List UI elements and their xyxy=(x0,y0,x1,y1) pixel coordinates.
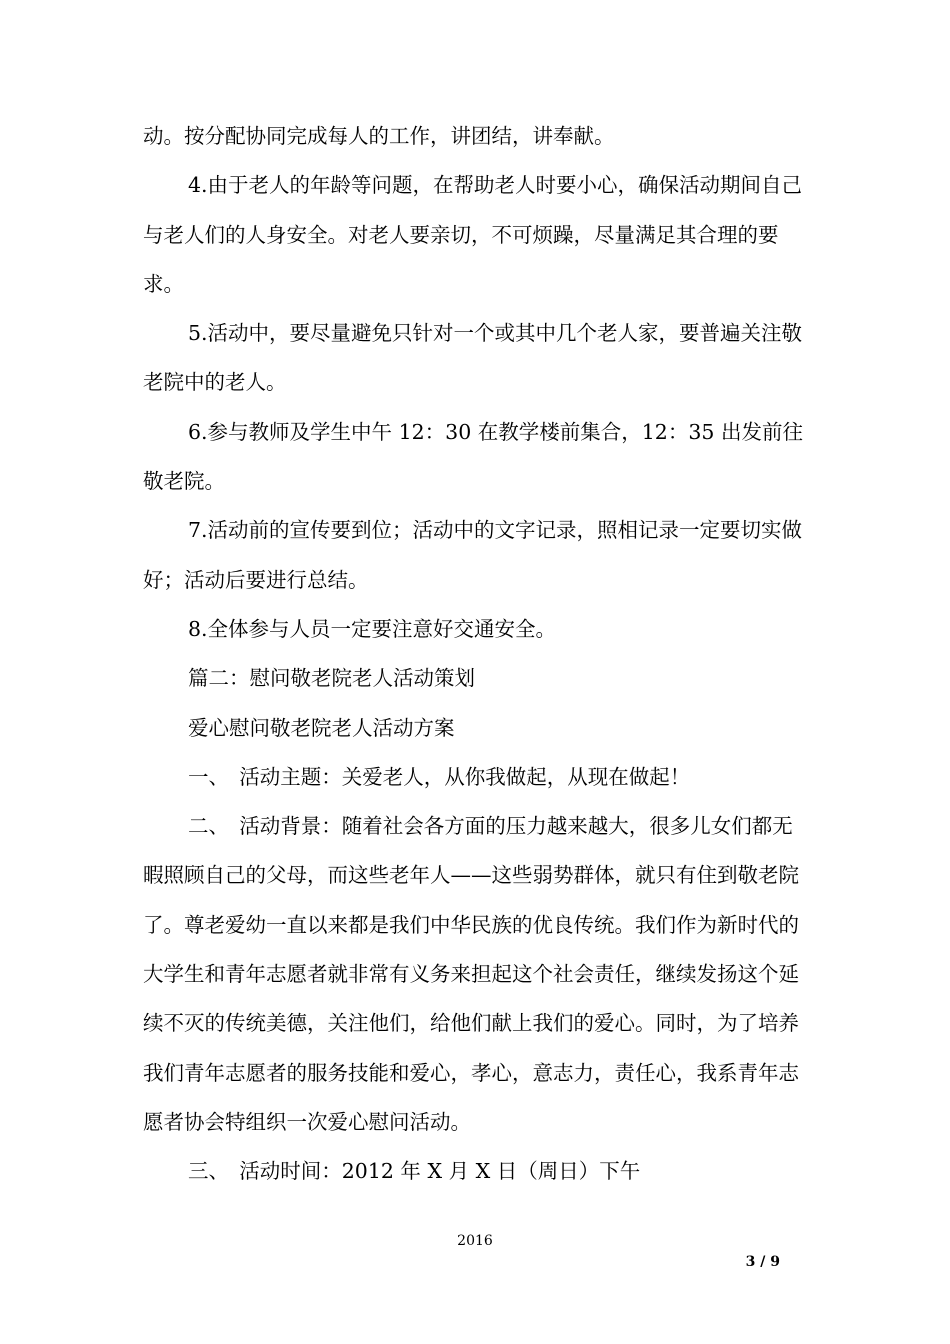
paragraph-1: 动。按分配协同完成每人的工作，讲团结，讲奉献。 xyxy=(143,124,615,148)
paragraph-3: 5.活动中，要尽量避免只针对一个或其中几个老人家，要普遍关注敬老院中的老人。 xyxy=(143,321,803,395)
activity-background: 二、 活动背景：随着社会各方面的压力越来越大，很多儿女们都无暇照顾自己的父母，而这些老年人——这些弱势群体，就只有住到敬老院了。尊老爱幼一直以来都是我们中华民族的优良传统。我们作为新时代的大学生和青年志愿者就非常有义务来担起这个社会责任，继续发扬这个延续不灭的传统美德，关注他们，给他们献上我们的爱心。同时，为了培养我们青年志愿者的服务技能和爱心，孝心，意志力，责任心，我系青年志愿者协会特组织一次爱心慰问活动。 xyxy=(143,814,799,1134)
activity-time: 三、 活动时间：2012 年 X 月 X 日（周日）下午 xyxy=(188,1159,641,1184)
activity-theme: 一、 活动主题：关爱老人，从你我做起，从现在做起！ xyxy=(188,764,691,789)
paragraph-6: 8.全体参与人员一定要注意好交通安全。 xyxy=(188,616,557,641)
paragraph-5: 7.活动前的宣传要到位；活动中的文字记录，照相记录一定要切实做好；活动后要进行总结。 xyxy=(143,518,803,592)
page-number: 3 / 9 xyxy=(745,1254,780,1270)
document-body xyxy=(143,112,808,1197)
section-heading: 篇二：慰问敬老院老人活动策划 xyxy=(188,666,475,691)
paragraph-4: 6.参与教师及学生中午 12：30 在教学楼前集合，12：35 出发前往敬老院。 xyxy=(143,419,803,494)
footer-year: 2016 xyxy=(457,1233,493,1249)
plan-title: 爱心慰问敬老院老人活动方案 xyxy=(188,715,455,740)
paragraph-2: 4.由于老人的年龄等问题，在帮助老人时要小心，确保活动期间自己与老人们的人身安全。对老人要亲切，不可烦躁，尽量满足其合理的要求。 xyxy=(143,173,803,296)
